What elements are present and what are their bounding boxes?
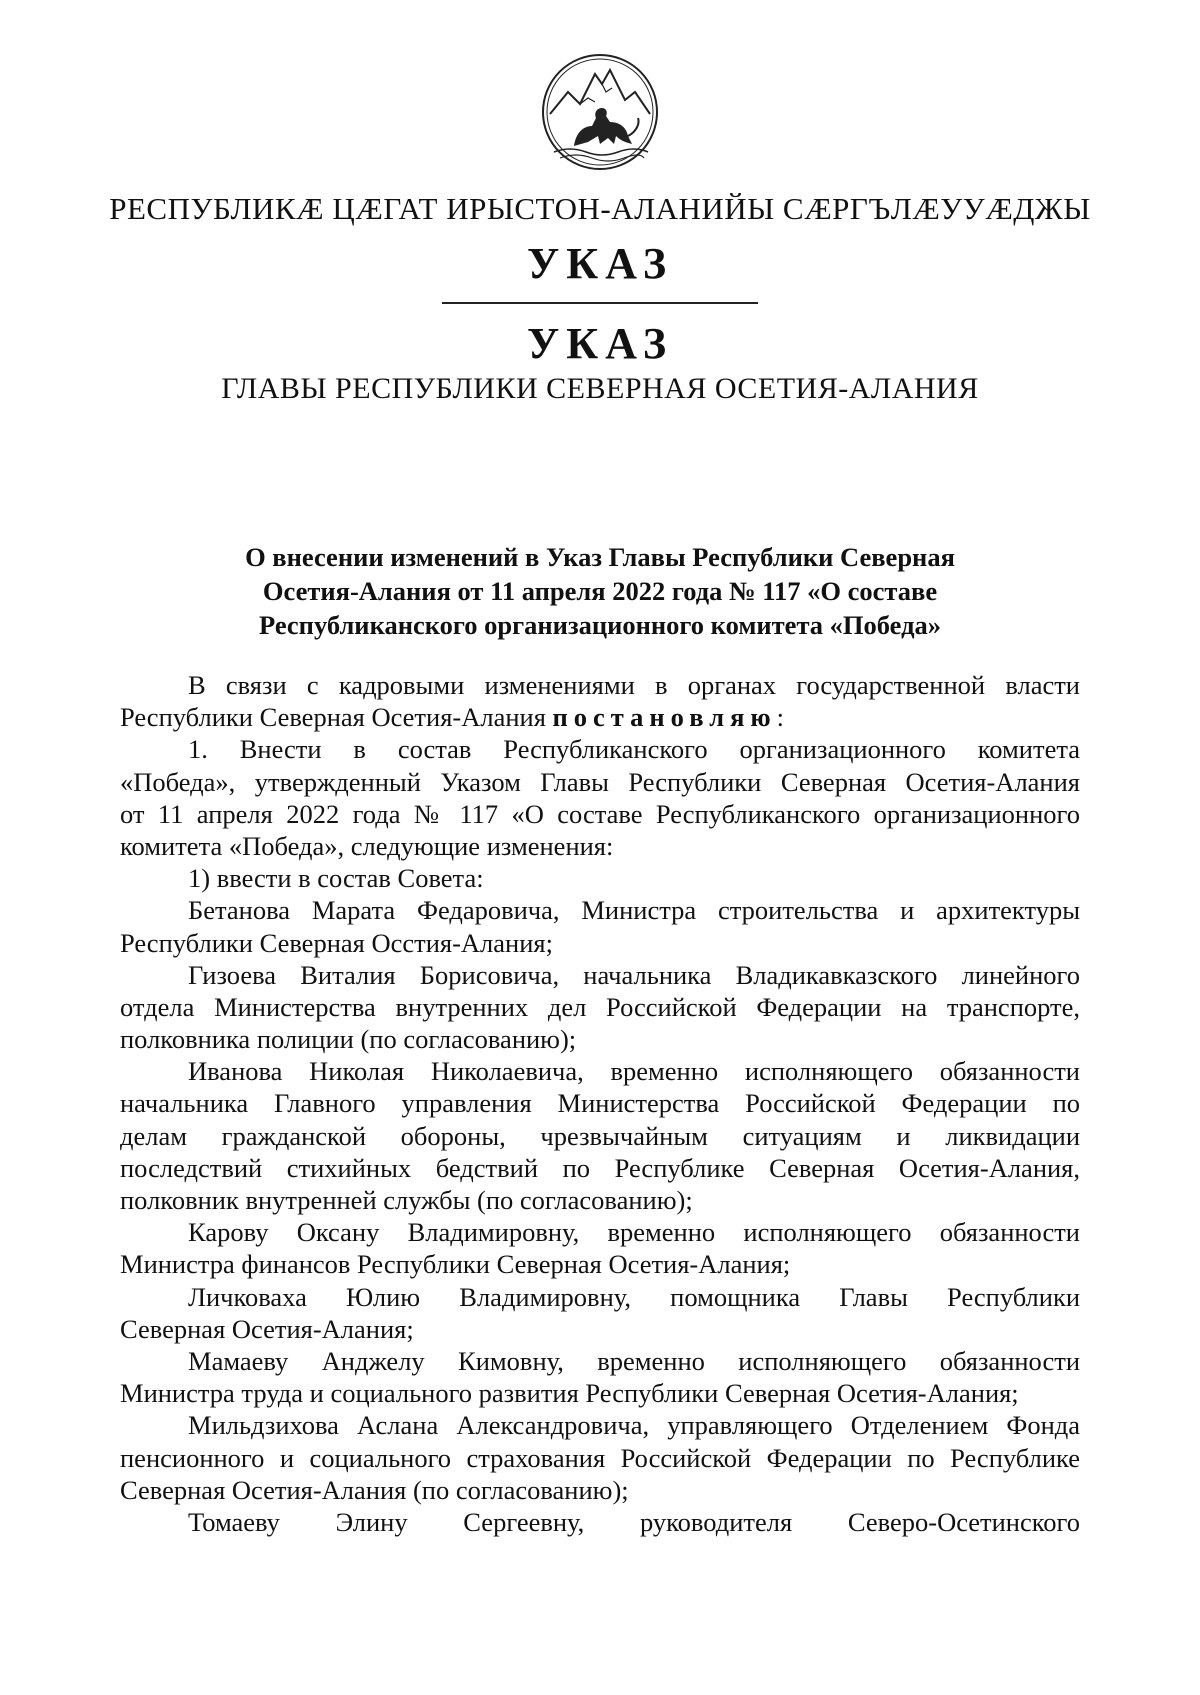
- body-line: Карову Оксану Владимировну, временно исполняющего обязанности: [188, 1217, 1080, 1248]
- title-line: Республиканского организационного комитета «Победа»: [259, 610, 941, 640]
- body-line: [120, 701, 1080, 733]
- body-text: Республики Северная Осетия-Алания: [120, 702, 553, 733]
- ossetian-header: РЕСПУБЛИКӔ ЦӔГАТ ИРЫСТОН-АЛАНИЙЫ СӔРГЪЛӔУУӔДЖЫ: [109, 191, 1091, 226]
- body-line: комитета «Победа», следующие изменения:: [120, 830, 614, 861]
- body-line: Гизоева Виталия Борисовича, начальника Владикавказского линейного: [188, 959, 1080, 990]
- body-line: 1) ввести в состав Совета:: [188, 863, 484, 894]
- body-line: Мамаеву Анджелу Кимовну, временно исполняющего обязанности: [188, 1345, 1080, 1376]
- body-line: Личковаха Юлию Владимировну, помощника Главы Республики: [188, 1281, 1080, 1312]
- body-line: последствий стихийных бедствий по Республике Северная Осетия-Алания,: [120, 1152, 1080, 1183]
- body-line: Северная Осетия-Алания;: [120, 1313, 414, 1344]
- ukaz-title-ossetian: УКАЗ: [526, 239, 674, 288]
- body-line: от 11 апреля 2022 года № 117 «О составе Республиканского организационного: [120, 798, 1080, 829]
- body-line: В связи с кадровыми изменениями в органах государственной власти: [188, 670, 1080, 700]
- body-line: «Победа», утвержденный Указом Главы Республики Северная Осетия-Алания: [120, 766, 1080, 797]
- body-line: Министра труда и социального развития Республики Северная Осетия-Алания;: [120, 1378, 1019, 1409]
- body-text: :: [776, 702, 785, 733]
- ukaz-title-russian: УКАЗ: [526, 319, 674, 368]
- body-line: Иванова Николая Николаевича, временно исполняющего обязанности: [188, 1056, 1080, 1087]
- body-line: Мильдзихова Аслана Александровича, управляющего Отделением Фонда: [188, 1410, 1080, 1441]
- decree-body: [120, 669, 1080, 1538]
- body-line: Министра финансов Республики Северная Осетия-Алания;: [120, 1249, 791, 1280]
- body-line: полковник внутренней службы (по согласованию);: [120, 1185, 693, 1215]
- title-line: Осетия-Алания от 11 апреля 2022 года № 117 «О составе: [262, 576, 938, 606]
- body-line: делам гражданской обороны, чрезвычайным ситуациям и ликвидации: [120, 1120, 1080, 1151]
- decree-title: [120, 540, 1080, 642]
- body-line: Северная Осетия-Алания (по согласованию);: [120, 1474, 629, 1505]
- body-line: 1. Внести в состав Республиканского организационного комитета: [188, 734, 1080, 765]
- body-line: пенсионного и социального страхования Российской Федерации по Республике: [120, 1442, 1080, 1473]
- resolve-word: постановляю: [552, 702, 777, 733]
- coat-of-arms-emblem-icon: [540, 52, 660, 172]
- title-line: О внесении изменений в Указ Главы Республики Северная: [245, 542, 955, 572]
- header-divider: [442, 302, 758, 304]
- body-line: начальника Главного управления Министерства Российской Федерации по: [120, 1088, 1080, 1119]
- body-line: полковника полиции (по согласованию);: [120, 1024, 577, 1055]
- body-line: Бетанова Марата Федаровича, Министра строительства и архитектуры: [188, 895, 1080, 926]
- body-line: Республики Северная Осстия-Алания;: [120, 927, 553, 958]
- russian-header: ГЛАВЫ РЕСПУБЛИКИ СЕВЕРНАЯ ОСЕТИЯ-АЛАНИЯ: [221, 372, 979, 405]
- body-line: отдела Министерства внутренних дел Российской Федерации на транспорте,: [120, 991, 1080, 1022]
- body-line: Томаеву Элину Сергеевну, руководителя Северо-Осетинского: [188, 1506, 1080, 1537]
